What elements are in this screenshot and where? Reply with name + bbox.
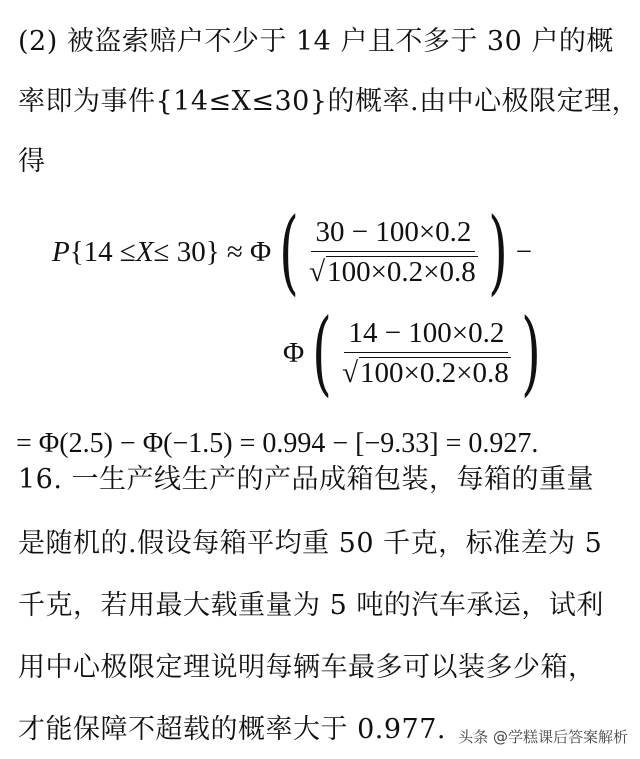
fraction-2-numerator: 14 − 100×0.2 bbox=[344, 318, 508, 353]
fraction-1-denominator: √100×0.2×0.8 bbox=[309, 256, 476, 288]
formula-result: = Φ(2.5) − Φ(−1.5) = 0.994 − [−9.33] = 0.927. bbox=[16, 428, 539, 459]
text-line-2: 率即为事件{14≤X≤30}的概率.由中心极限定理， bbox=[18, 86, 640, 117]
minus-sign: − bbox=[515, 235, 533, 268]
fraction-1 bbox=[309, 217, 478, 288]
sqrt-radicand-1: 100×0.2×0.8 bbox=[327, 256, 476, 288]
formula-row-1 bbox=[52, 198, 533, 305]
text-line-1: (2) 被盗索赔户不少于 14 户且不多于 30 户的概 bbox=[18, 26, 614, 57]
fraction-1-numerator: 30 − 100×0.2 bbox=[311, 217, 475, 252]
problem-16-line-1: 16. 一生产线生产的产品成箱包装，每箱的重量 bbox=[18, 464, 595, 495]
problem-16-line-4: 用中心极限定理说明每辆车最多可以装多少箱， bbox=[18, 652, 596, 683]
problem-16-line-5: 才能保障不超载的概率大于 0.977. bbox=[18, 714, 446, 745]
left-paren: ( bbox=[279, 198, 300, 305]
text-line-3: 得 bbox=[18, 146, 46, 177]
event-start: {14 ≤ bbox=[69, 235, 136, 268]
problem-16-line-2: 是随机的.假设每箱平均重 50 千克，标准差为 5 bbox=[18, 528, 603, 559]
fraction-2 bbox=[342, 318, 511, 389]
event-end-approx-phi: ≤ 30} ≈ Φ bbox=[153, 235, 272, 268]
right-paren: ) bbox=[487, 198, 508, 305]
watermark-footer: 头条 @学糕课后答案解析 bbox=[458, 728, 628, 746]
sqrt-radicand-2: 100×0.2×0.8 bbox=[360, 357, 509, 389]
fraction-2-denominator: √100×0.2×0.8 bbox=[342, 357, 509, 389]
phi-symbol: Φ bbox=[283, 336, 305, 369]
formula-row-2 bbox=[283, 299, 549, 406]
variable-x: X bbox=[135, 235, 154, 268]
prob-symbol: P bbox=[52, 235, 70, 268]
problem-16-line-3: 千克，若用最大载重量为 5 吨的汽车承运，试利 bbox=[18, 590, 604, 621]
right-paren-2: ) bbox=[520, 299, 541, 406]
left-paren-2: ( bbox=[312, 299, 333, 406]
